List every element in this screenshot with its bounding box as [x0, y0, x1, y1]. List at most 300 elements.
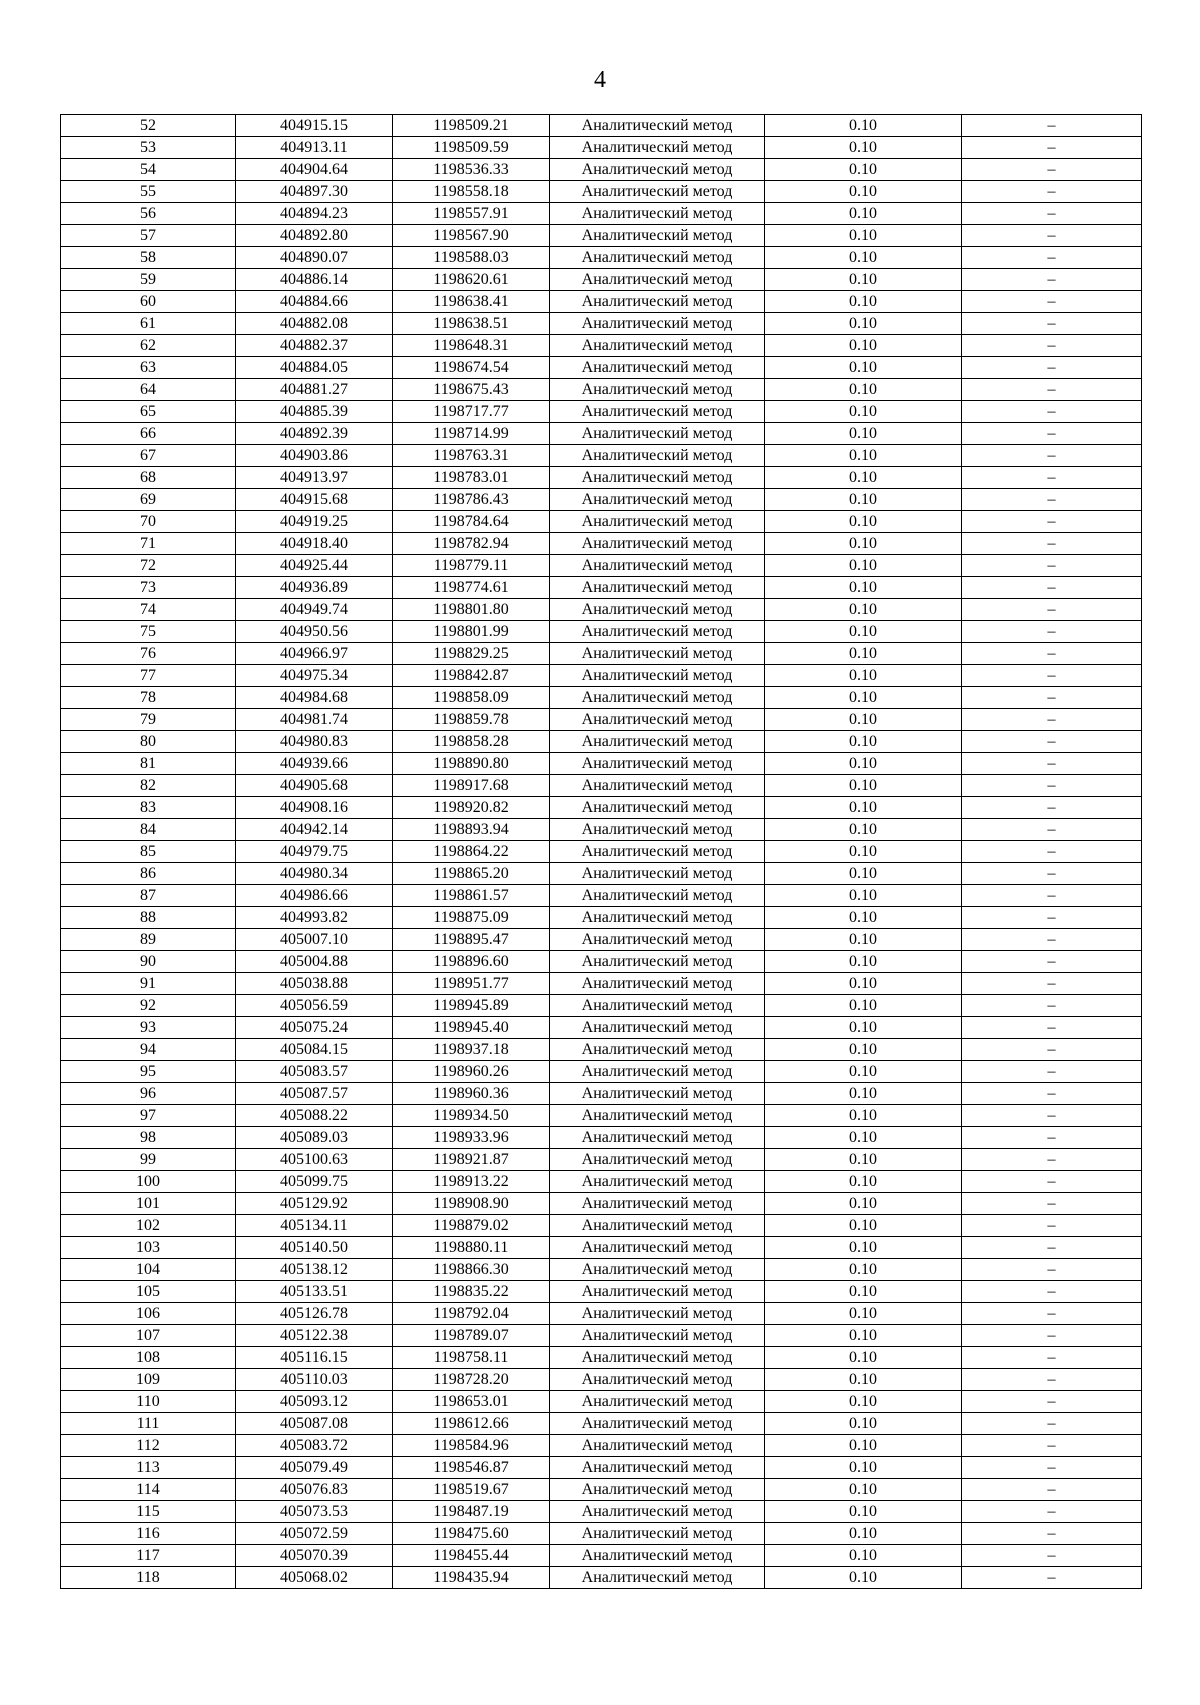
table-row [61, 1281, 1142, 1303]
y-coordinate-cell: 1198509.21 [393, 115, 550, 137]
y-coordinate-cell: 1198921.87 [393, 1149, 550, 1171]
note-cell: – [962, 313, 1142, 335]
accuracy-cell: 0.10 [765, 1413, 962, 1435]
note-cell: – [962, 1523, 1142, 1545]
note-cell: – [962, 555, 1142, 577]
point-number-cell: 102 [61, 1215, 236, 1237]
point-number-cell: 60 [61, 291, 236, 313]
y-coordinate-cell: 1198784.64 [393, 511, 550, 533]
accuracy-cell: 0.10 [765, 555, 962, 577]
method-cell: Аналитический метод [550, 709, 765, 731]
accuracy-cell: 0.10 [765, 643, 962, 665]
x-coordinate-cell: 404892.80 [236, 225, 393, 247]
accuracy-cell: 0.10 [765, 445, 962, 467]
point-number-cell: 97 [61, 1105, 236, 1127]
method-cell: Аналитический метод [550, 1545, 765, 1567]
point-number-cell: 74 [61, 599, 236, 621]
accuracy-cell: 0.10 [765, 1039, 962, 1061]
point-number-cell: 73 [61, 577, 236, 599]
method-cell: Аналитический метод [550, 1127, 765, 1149]
y-coordinate-cell: 1198890.80 [393, 753, 550, 775]
method-cell: Аналитический метод [550, 247, 765, 269]
y-coordinate-cell: 1198951.77 [393, 973, 550, 995]
accuracy-cell: 0.10 [765, 863, 962, 885]
note-cell: – [962, 1171, 1142, 1193]
table-row [61, 907, 1142, 929]
accuracy-cell: 0.10 [765, 533, 962, 555]
y-coordinate-cell: 1198536.33 [393, 159, 550, 181]
method-cell: Аналитический метод [550, 951, 765, 973]
table-row [61, 885, 1142, 907]
method-cell: Аналитический метод [550, 1171, 765, 1193]
accuracy-cell: 0.10 [765, 1281, 962, 1303]
table-row [61, 709, 1142, 731]
table-row [61, 1259, 1142, 1281]
table-row [61, 401, 1142, 423]
accuracy-cell: 0.10 [765, 1501, 962, 1523]
point-number-cell: 108 [61, 1347, 236, 1369]
x-coordinate-cell: 405072.59 [236, 1523, 393, 1545]
table-row [61, 115, 1142, 137]
y-coordinate-cell: 1198475.60 [393, 1523, 550, 1545]
y-coordinate-cell: 1198648.31 [393, 335, 550, 357]
y-coordinate-cell: 1198945.40 [393, 1017, 550, 1039]
method-cell: Аналитический метод [550, 863, 765, 885]
accuracy-cell: 0.10 [765, 181, 962, 203]
y-coordinate-cell: 1198717.77 [393, 401, 550, 423]
accuracy-cell: 0.10 [765, 159, 962, 181]
point-number-cell: 56 [61, 203, 236, 225]
table-row [61, 621, 1142, 643]
accuracy-cell: 0.10 [765, 1435, 962, 1457]
x-coordinate-cell: 404979.75 [236, 841, 393, 863]
y-coordinate-cell: 1198774.61 [393, 577, 550, 599]
accuracy-cell: 0.10 [765, 951, 962, 973]
x-coordinate-cell: 405073.53 [236, 1501, 393, 1523]
x-coordinate-cell: 405087.57 [236, 1083, 393, 1105]
point-number-cell: 99 [61, 1149, 236, 1171]
point-number-cell: 82 [61, 775, 236, 797]
accuracy-cell: 0.10 [765, 379, 962, 401]
point-number-cell: 107 [61, 1325, 236, 1347]
accuracy-cell: 0.10 [765, 1017, 962, 1039]
table-row [61, 995, 1142, 1017]
note-cell: – [962, 687, 1142, 709]
point-number-cell: 86 [61, 863, 236, 885]
point-number-cell: 83 [61, 797, 236, 819]
point-number-cell: 96 [61, 1083, 236, 1105]
table-row [61, 533, 1142, 555]
method-cell: Аналитический метод [550, 1259, 765, 1281]
method-cell: Аналитический метод [550, 753, 765, 775]
accuracy-cell: 0.10 [765, 1391, 962, 1413]
table-row [61, 445, 1142, 467]
x-coordinate-cell: 404942.14 [236, 819, 393, 841]
method-cell: Аналитический метод [550, 291, 765, 313]
x-coordinate-cell: 405056.59 [236, 995, 393, 1017]
y-coordinate-cell: 1198934.50 [393, 1105, 550, 1127]
table-row [61, 137, 1142, 159]
method-cell: Аналитический метод [550, 1193, 765, 1215]
note-cell: – [962, 1017, 1142, 1039]
y-coordinate-cell: 1198546.87 [393, 1457, 550, 1479]
point-number-cell: 90 [61, 951, 236, 973]
y-coordinate-cell: 1198779.11 [393, 555, 550, 577]
x-coordinate-cell: 404915.15 [236, 115, 393, 137]
x-coordinate-cell: 405089.03 [236, 1127, 393, 1149]
method-cell: Аналитический метод [550, 181, 765, 203]
point-number-cell: 80 [61, 731, 236, 753]
note-cell: – [962, 1369, 1142, 1391]
method-cell: Аналитический метод [550, 445, 765, 467]
y-coordinate-cell: 1198933.96 [393, 1127, 550, 1149]
method-cell: Аналитический метод [550, 885, 765, 907]
note-cell: – [962, 511, 1142, 533]
method-cell: Аналитический метод [550, 115, 765, 137]
point-number-cell: 104 [61, 1259, 236, 1281]
point-number-cell: 112 [61, 1435, 236, 1457]
x-coordinate-cell: 405079.49 [236, 1457, 393, 1479]
coordinates-table-body [61, 115, 1142, 1589]
table-row [61, 577, 1142, 599]
page-number: 4 [594, 67, 606, 93]
table-row [61, 335, 1142, 357]
y-coordinate-cell: 1198763.31 [393, 445, 550, 467]
table-row [61, 819, 1142, 841]
table-row [61, 555, 1142, 577]
note-cell: – [962, 1127, 1142, 1149]
table-row [61, 665, 1142, 687]
note-cell: – [962, 423, 1142, 445]
x-coordinate-cell: 405004.88 [236, 951, 393, 973]
method-cell: Аналитический метод [550, 687, 765, 709]
y-coordinate-cell: 1198519.67 [393, 1479, 550, 1501]
note-cell: – [962, 115, 1142, 137]
table-row [61, 841, 1142, 863]
point-number-cell: 115 [61, 1501, 236, 1523]
table-row [61, 1567, 1142, 1589]
point-number-cell: 54 [61, 159, 236, 181]
method-cell: Аналитический метод [550, 599, 765, 621]
x-coordinate-cell: 404919.25 [236, 511, 393, 533]
point-number-cell: 98 [61, 1127, 236, 1149]
y-coordinate-cell: 1198875.09 [393, 907, 550, 929]
note-cell: – [962, 1567, 1142, 1589]
method-cell: Аналитический метод [550, 533, 765, 555]
point-number-cell: 57 [61, 225, 236, 247]
note-cell: – [962, 1193, 1142, 1215]
accuracy-cell: 0.10 [765, 1479, 962, 1501]
table-row [61, 929, 1142, 951]
y-coordinate-cell: 1198960.26 [393, 1061, 550, 1083]
x-coordinate-cell: 405068.02 [236, 1567, 393, 1589]
y-coordinate-cell: 1198896.60 [393, 951, 550, 973]
method-cell: Аналитический метод [550, 555, 765, 577]
note-cell: – [962, 1237, 1142, 1259]
point-number-cell: 77 [61, 665, 236, 687]
x-coordinate-cell: 405083.72 [236, 1435, 393, 1457]
table-row [61, 599, 1142, 621]
y-coordinate-cell: 1198858.28 [393, 731, 550, 753]
y-coordinate-cell: 1198758.11 [393, 1347, 550, 1369]
note-cell: – [962, 1083, 1142, 1105]
table-row [61, 1171, 1142, 1193]
method-cell: Аналитический метод [550, 907, 765, 929]
accuracy-cell: 0.10 [765, 1149, 962, 1171]
method-cell: Аналитический метод [550, 1457, 765, 1479]
x-coordinate-cell: 405110.03 [236, 1369, 393, 1391]
point-number-cell: 94 [61, 1039, 236, 1061]
point-number-cell: 79 [61, 709, 236, 731]
y-coordinate-cell: 1198786.43 [393, 489, 550, 511]
note-cell: – [962, 709, 1142, 731]
y-coordinate-cell: 1198509.59 [393, 137, 550, 159]
note-cell: – [962, 753, 1142, 775]
note-cell: – [962, 467, 1142, 489]
x-coordinate-cell: 404984.68 [236, 687, 393, 709]
accuracy-cell: 0.10 [765, 247, 962, 269]
accuracy-cell: 0.10 [765, 335, 962, 357]
table-row [61, 1083, 1142, 1105]
note-cell: – [962, 819, 1142, 841]
point-number-cell: 78 [61, 687, 236, 709]
note-cell: – [962, 775, 1142, 797]
x-coordinate-cell: 404886.14 [236, 269, 393, 291]
accuracy-cell: 0.10 [765, 731, 962, 753]
table-row [61, 797, 1142, 819]
point-number-cell: 58 [61, 247, 236, 269]
method-cell: Аналитический метод [550, 1567, 765, 1589]
y-coordinate-cell: 1198858.09 [393, 687, 550, 709]
y-coordinate-cell: 1198584.96 [393, 1435, 550, 1457]
method-cell: Аналитический метод [550, 159, 765, 181]
accuracy-cell: 0.10 [765, 819, 962, 841]
x-coordinate-cell: 404890.07 [236, 247, 393, 269]
table-row [61, 1501, 1142, 1523]
x-coordinate-cell: 404894.23 [236, 203, 393, 225]
x-coordinate-cell: 404897.30 [236, 181, 393, 203]
method-cell: Аналитический метод [550, 1501, 765, 1523]
method-cell: Аналитический метод [550, 775, 765, 797]
table-row [61, 225, 1142, 247]
note-cell: – [962, 1413, 1142, 1435]
point-number-cell: 91 [61, 973, 236, 995]
table-row [61, 753, 1142, 775]
accuracy-cell: 0.10 [765, 203, 962, 225]
note-cell: – [962, 885, 1142, 907]
x-coordinate-cell: 405133.51 [236, 1281, 393, 1303]
table-row [61, 863, 1142, 885]
accuracy-cell: 0.10 [765, 291, 962, 313]
table-row [61, 181, 1142, 203]
table-row [61, 1523, 1142, 1545]
method-cell: Аналитический метод [550, 1435, 765, 1457]
point-number-cell: 81 [61, 753, 236, 775]
table-row [61, 1017, 1142, 1039]
accuracy-cell: 0.10 [765, 841, 962, 863]
note-cell: – [962, 621, 1142, 643]
note-cell: – [962, 401, 1142, 423]
note-cell: – [962, 533, 1142, 555]
accuracy-cell: 0.10 [765, 797, 962, 819]
table-row [61, 643, 1142, 665]
method-cell: Аналитический метод [550, 1479, 765, 1501]
x-coordinate-cell: 405134.11 [236, 1215, 393, 1237]
note-cell: – [962, 489, 1142, 511]
note-cell: – [962, 599, 1142, 621]
note-cell: – [962, 335, 1142, 357]
accuracy-cell: 0.10 [765, 885, 962, 907]
accuracy-cell: 0.10 [765, 1193, 962, 1215]
method-cell: Аналитический метод [550, 731, 765, 753]
x-coordinate-cell: 405070.39 [236, 1545, 393, 1567]
accuracy-cell: 0.10 [765, 995, 962, 1017]
table-row [61, 1149, 1142, 1171]
accuracy-cell: 0.10 [765, 1105, 962, 1127]
method-cell: Аналитический метод [550, 489, 765, 511]
note-cell: – [962, 577, 1142, 599]
y-coordinate-cell: 1198801.99 [393, 621, 550, 643]
x-coordinate-cell: 404882.37 [236, 335, 393, 357]
method-cell: Аналитический метод [550, 929, 765, 951]
x-coordinate-cell: 404913.97 [236, 467, 393, 489]
x-coordinate-cell: 404939.66 [236, 753, 393, 775]
x-coordinate-cell: 405093.12 [236, 1391, 393, 1413]
point-number-cell: 116 [61, 1523, 236, 1545]
table-row [61, 203, 1142, 225]
y-coordinate-cell: 1198728.20 [393, 1369, 550, 1391]
note-cell: – [962, 951, 1142, 973]
accuracy-cell: 0.10 [765, 973, 962, 995]
y-coordinate-cell: 1198879.02 [393, 1215, 550, 1237]
table-row [61, 269, 1142, 291]
y-coordinate-cell: 1198675.43 [393, 379, 550, 401]
y-coordinate-cell: 1198558.18 [393, 181, 550, 203]
accuracy-cell: 0.10 [765, 709, 962, 731]
note-cell: – [962, 995, 1142, 1017]
x-coordinate-cell: 405140.50 [236, 1237, 393, 1259]
x-coordinate-cell: 405088.22 [236, 1105, 393, 1127]
method-cell: Аналитический метод [550, 819, 765, 841]
table-row [61, 1391, 1142, 1413]
method-cell: Аналитический метод [550, 577, 765, 599]
accuracy-cell: 0.10 [765, 467, 962, 489]
x-coordinate-cell: 405129.92 [236, 1193, 393, 1215]
method-cell: Аналитический метод [550, 665, 765, 687]
table-row [61, 1457, 1142, 1479]
y-coordinate-cell: 1198913.22 [393, 1171, 550, 1193]
x-coordinate-cell: 405138.12 [236, 1259, 393, 1281]
accuracy-cell: 0.10 [765, 907, 962, 929]
table-row [61, 731, 1142, 753]
accuracy-cell: 0.10 [765, 577, 962, 599]
accuracy-cell: 0.10 [765, 1369, 962, 1391]
x-coordinate-cell: 404925.44 [236, 555, 393, 577]
y-coordinate-cell: 1198920.82 [393, 797, 550, 819]
method-cell: Аналитический метод [550, 511, 765, 533]
method-cell: Аналитический метод [550, 973, 765, 995]
y-coordinate-cell: 1198835.22 [393, 1281, 550, 1303]
method-cell: Аналитический метод [550, 643, 765, 665]
y-coordinate-cell: 1198937.18 [393, 1039, 550, 1061]
y-coordinate-cell: 1198674.54 [393, 357, 550, 379]
table-row [61, 1193, 1142, 1215]
method-cell: Аналитический метод [550, 1303, 765, 1325]
y-coordinate-cell: 1198789.07 [393, 1325, 550, 1347]
accuracy-cell: 0.10 [765, 1303, 962, 1325]
accuracy-cell: 0.10 [765, 357, 962, 379]
table-row [61, 1545, 1142, 1567]
note-cell: – [962, 379, 1142, 401]
note-cell: – [962, 1457, 1142, 1479]
method-cell: Аналитический метод [550, 1215, 765, 1237]
x-coordinate-cell: 404936.89 [236, 577, 393, 599]
table-row [61, 951, 1142, 973]
point-number-cell: 110 [61, 1391, 236, 1413]
note-cell: – [962, 159, 1142, 181]
point-number-cell: 66 [61, 423, 236, 445]
point-number-cell: 85 [61, 841, 236, 863]
x-coordinate-cell: 405084.15 [236, 1039, 393, 1061]
note-cell: – [962, 841, 1142, 863]
accuracy-cell: 0.10 [765, 687, 962, 709]
accuracy-cell: 0.10 [765, 1523, 962, 1545]
x-coordinate-cell: 404913.11 [236, 137, 393, 159]
x-coordinate-cell: 404993.82 [236, 907, 393, 929]
point-number-cell: 68 [61, 467, 236, 489]
table-row [61, 775, 1142, 797]
y-coordinate-cell: 1198435.94 [393, 1567, 550, 1589]
y-coordinate-cell: 1198557.91 [393, 203, 550, 225]
y-coordinate-cell: 1198829.25 [393, 643, 550, 665]
table-row [61, 379, 1142, 401]
note-cell: – [962, 1281, 1142, 1303]
accuracy-cell: 0.10 [765, 1545, 962, 1567]
note-cell: – [962, 1149, 1142, 1171]
y-coordinate-cell: 1198895.47 [393, 929, 550, 951]
point-number-cell: 109 [61, 1369, 236, 1391]
x-coordinate-cell: 405083.57 [236, 1061, 393, 1083]
table-row [61, 1127, 1142, 1149]
method-cell: Аналитический метод [550, 1281, 765, 1303]
note-cell: – [962, 203, 1142, 225]
y-coordinate-cell: 1198792.04 [393, 1303, 550, 1325]
x-coordinate-cell: 405116.15 [236, 1347, 393, 1369]
note-cell: – [962, 1391, 1142, 1413]
method-cell: Аналитический метод [550, 467, 765, 489]
x-coordinate-cell: 405126.78 [236, 1303, 393, 1325]
table-row [61, 1325, 1142, 1347]
point-number-cell: 69 [61, 489, 236, 511]
table-row [61, 1237, 1142, 1259]
accuracy-cell: 0.10 [765, 1083, 962, 1105]
note-cell: – [962, 863, 1142, 885]
accuracy-cell: 0.10 [765, 929, 962, 951]
note-cell: – [962, 1039, 1142, 1061]
table-row [61, 489, 1142, 511]
method-cell: Аналитический метод [550, 1369, 765, 1391]
method-cell: Аналитический метод [550, 797, 765, 819]
point-number-cell: 76 [61, 643, 236, 665]
table-row [61, 247, 1142, 269]
note-cell: – [962, 357, 1142, 379]
y-coordinate-cell: 1198893.94 [393, 819, 550, 841]
x-coordinate-cell: 404966.97 [236, 643, 393, 665]
table-row [61, 1039, 1142, 1061]
x-coordinate-cell: 405038.88 [236, 973, 393, 995]
method-cell: Аналитический метод [550, 1105, 765, 1127]
y-coordinate-cell: 1198842.87 [393, 665, 550, 687]
